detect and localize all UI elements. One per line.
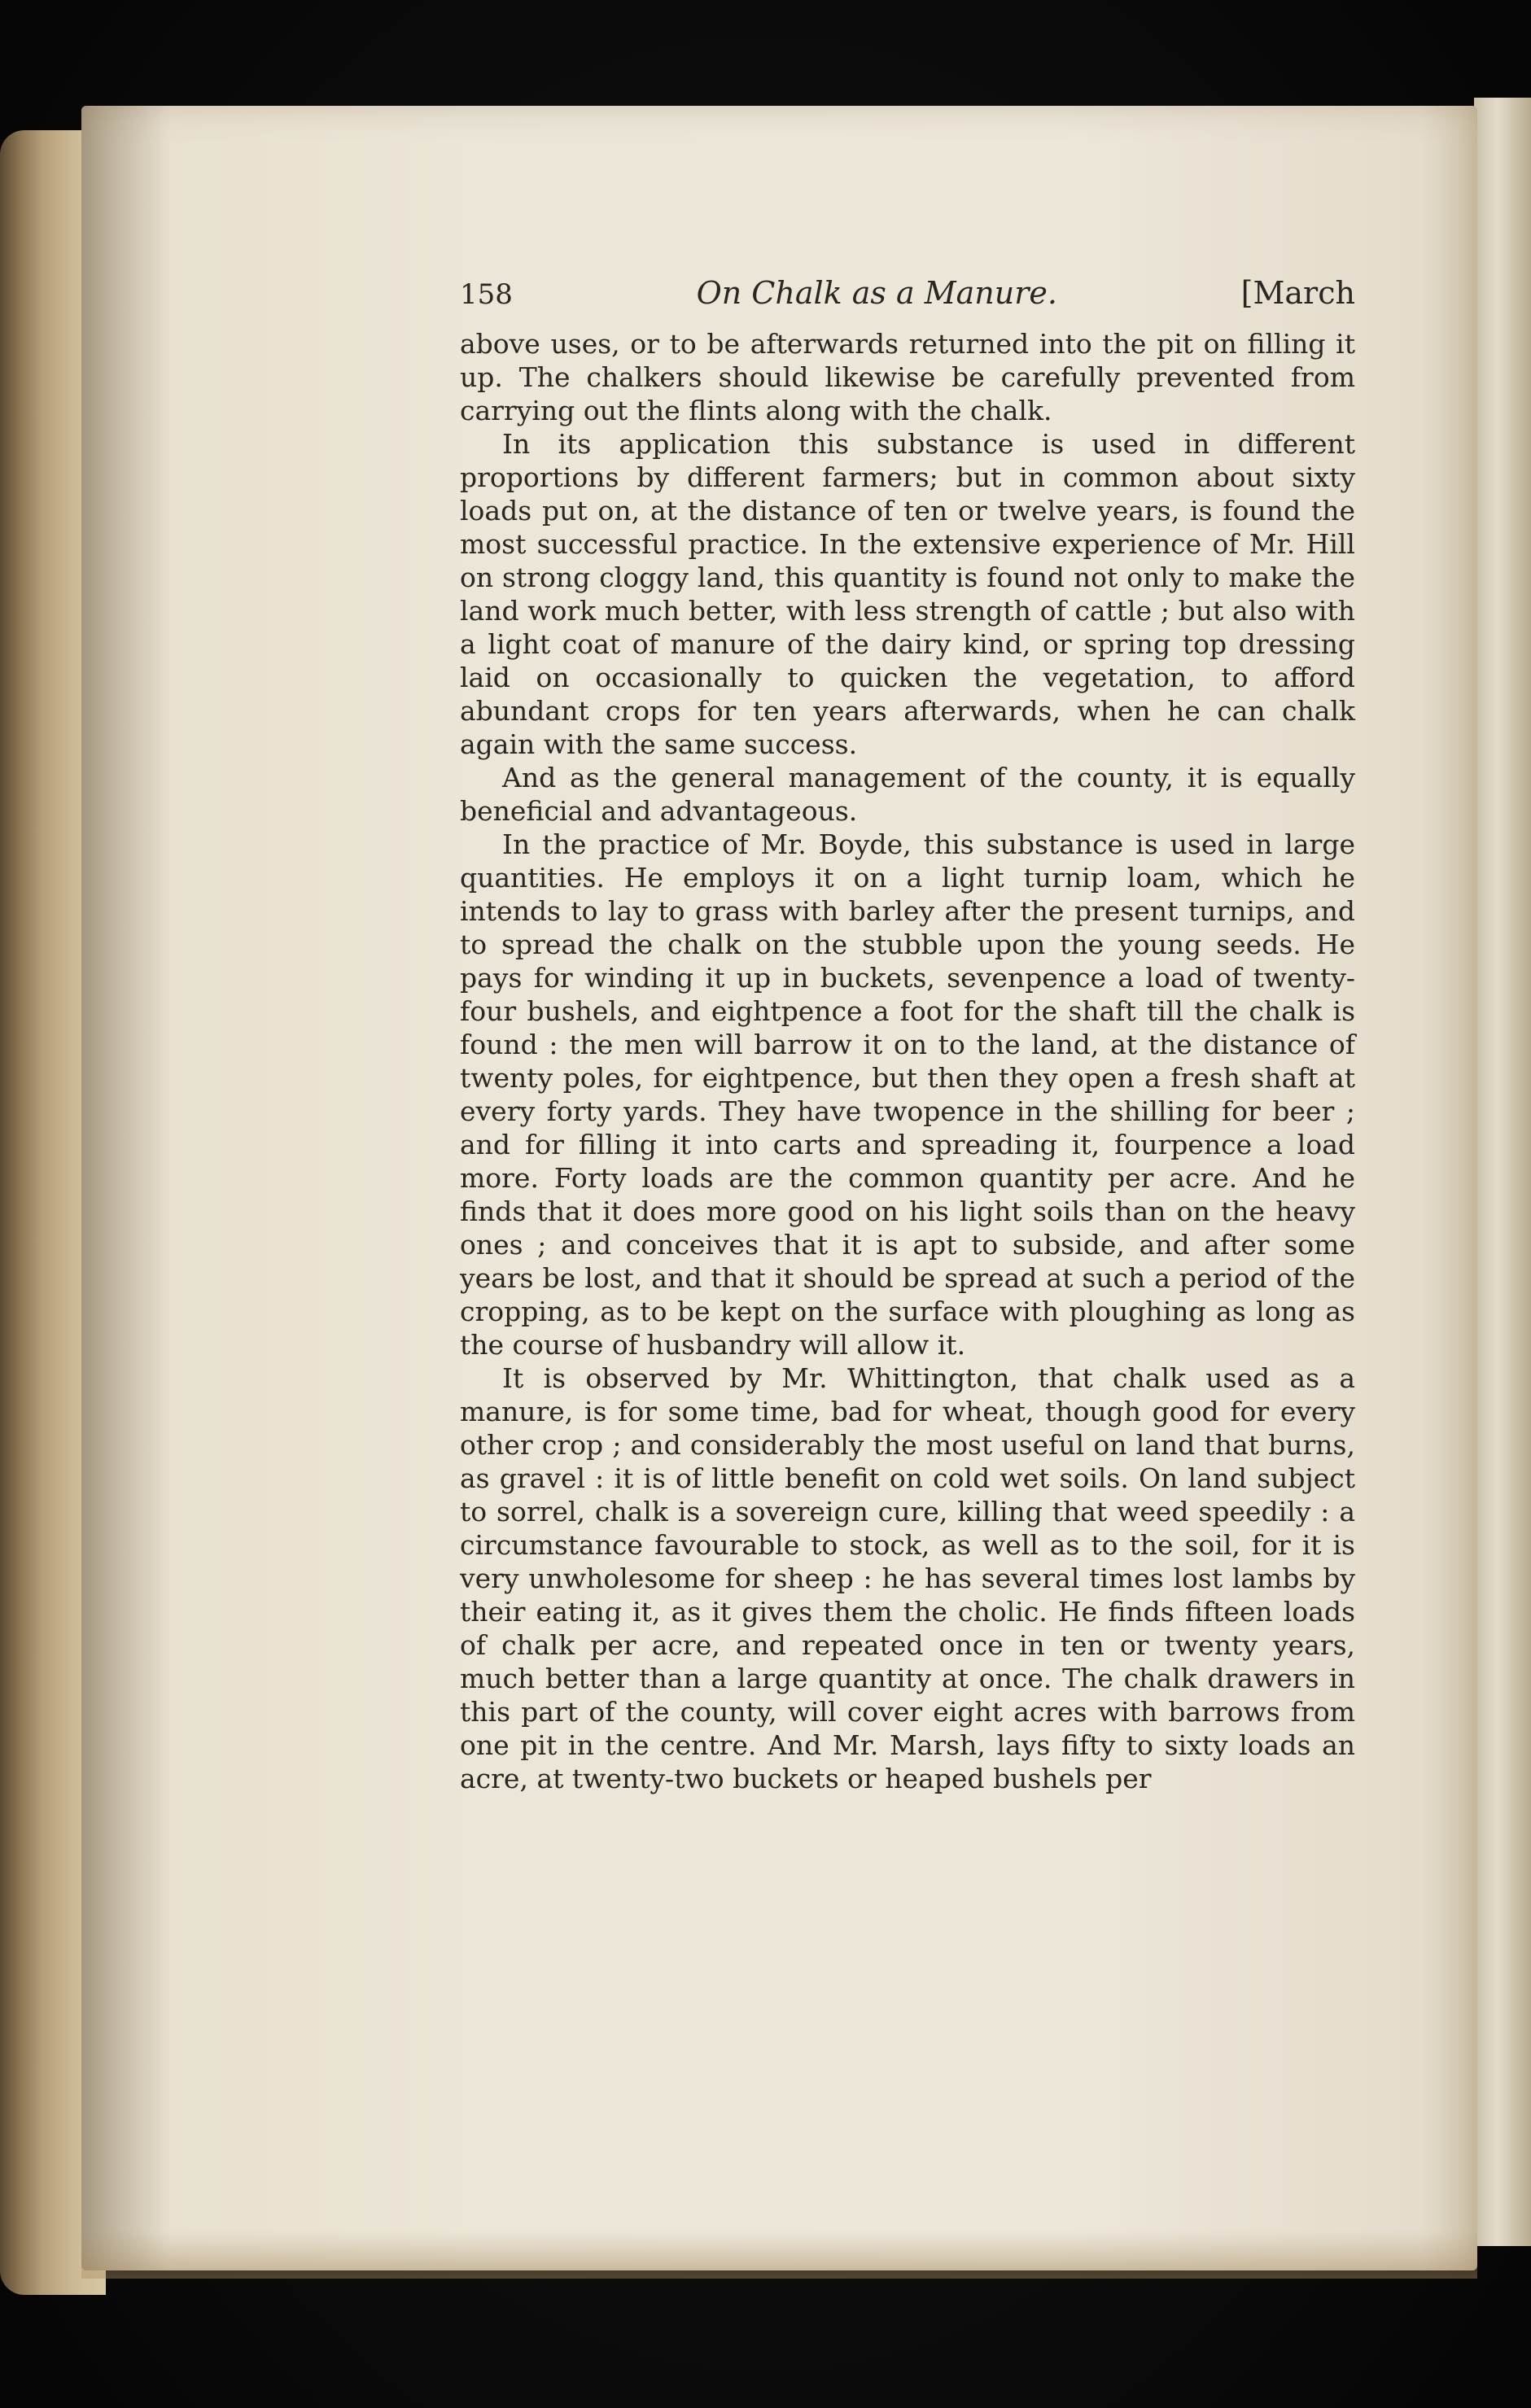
paragraph-1: above uses, or to be afterwards returned into the pit on filling it up. The chalkers should likewise be carefully prevented from carrying out the flints along with the chalk. <box>460 328 1355 426</box>
paragraph-5: It is observed by Mr. Whittington, that chalk used as a manure, is for some time, bad for wheat, though good for every other crop ; and considerably the most useful on land that burns, as gravel : it is of little benefit on cold wet soils. On land subject to sorrel, chalk is a sovereign cure, killing that weed speedily : a circumstance favourable to stock, as well as to the soil, for it is very unwholesome for sheep : he has several times lost lambs by their eating it, as it gives them the cholic. He finds fifteen loads of chalk per acre, and repeated once in ten or twenty years, much better than a large quantity at once. The chalk drawers in this part of the county, will cover eight acres with barrows from one pit in the centre. And Mr. Marsh, lays fifty to sixty loads an acre, at twenty-two buckets or heaped bushels per <box>460 1362 1355 1794</box>
facing-page-edge <box>1474 98 1531 2246</box>
page-number: 158 <box>460 278 513 311</box>
gutter-shadow <box>81 106 171 2270</box>
paragraph-3: And as the general management of the county, it is equally beneficial and advantageous. <box>460 762 1355 827</box>
page-text <box>460 269 1355 1795</box>
running-title: On Chalk as a Manure. <box>696 275 1057 311</box>
running-month: [March <box>1240 275 1355 311</box>
running-header <box>460 269 1355 319</box>
page-stain <box>81 2230 1477 2279</box>
paragraph-4: In the practice of Mr. Boyde, this substance is used in large quantities. He employs it on a light turnip loam, which he intends to lay to grass with barley after the present turnips, and to spread the chalk on the stubble upon the young seeds. He pays for winding it up in buckets, sevenpence a load of twenty-four bushels, and eightpence a foot for the shaft till the chalk is found : the men will barrow it on to the land, at the distance of twenty poles, for eightpence, but then they open a fresh shaft at every forty yards. They have twopence in the shilling for beer ; and for filling it into carts and spreading it, fourpence a load more. Forty loads are the common quantity per acre. And he finds that it does more good on his light soils than on the heavy ones ; and conceives that it is apt to subside, and after some years be lost, and that it should be spread at such a period of the cropping, as to be kept on the surface with ploughing as long as the course of husbandry will allow it. <box>460 828 1355 1361</box>
paragraph-2: In its application this substance is used in different proportions by different farmers; but in common about sixty loads put on, at the distance of ten or twelve years, is found the most successful practice. In the extensive experience of Mr. Hill on strong cloggy land, this quantity is found not only to make the land work much better, with less strength of cattle ; but also with a light coat of manure of the dairy kind, or spring top dressing laid on occasionally to quicken the vegetation, to afford abundant crops for ten years afterwards, when he can chalk again with the same success. <box>460 428 1355 760</box>
